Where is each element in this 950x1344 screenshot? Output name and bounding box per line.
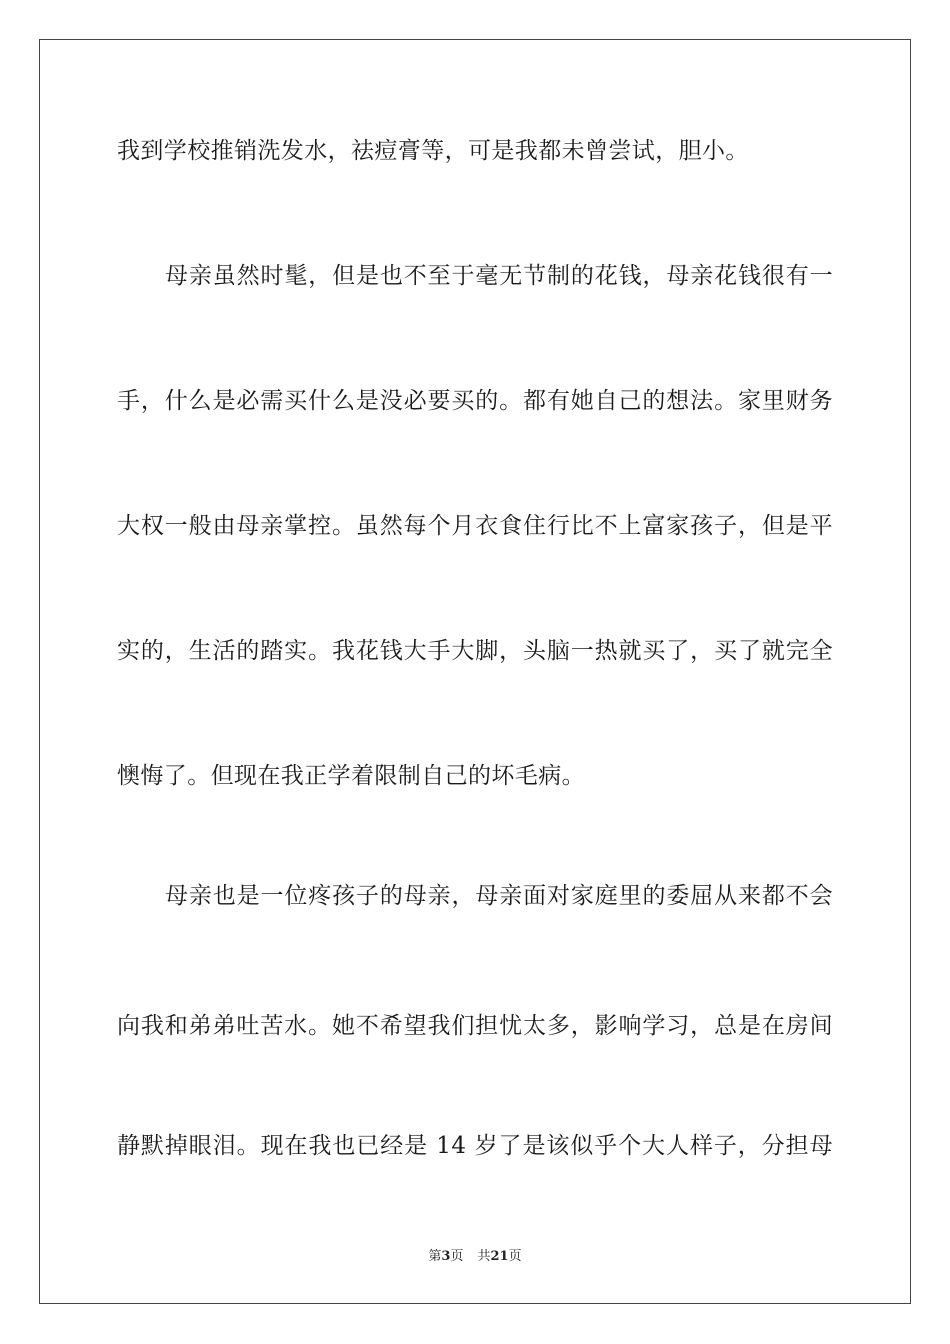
total-prefix: 共 (477, 1249, 491, 1264)
text-line-7: 母亲也是一位疼孩子的母亲，母亲面对家庭里的委屈从来都不会 (165, 883, 833, 909)
page-number: 3 (441, 1249, 451, 1264)
total-pages: 21 (490, 1249, 509, 1264)
page-suffix: 页 (450, 1249, 464, 1264)
text-line-6: 懊悔了。但现在我正学着限制自己的坏毛病。 (117, 763, 585, 789)
text-line-2: 母亲虽然时髦，但是也不至于毫无节制的花钱，母亲花钱很有一 (165, 263, 833, 289)
total-suffix: 页 (508, 1249, 522, 1264)
page-border (39, 39, 911, 1304)
text-line-1: 我到学校推销洗发水，祛痘膏等，可是我都未曾尝试，胆小。 (117, 138, 749, 164)
text-line-8: 向我和弟弟吐苦水。她不希望我们担忧太多，影响学习，总是在房间 (117, 1013, 833, 1039)
text-line-3: 手，什么是必需买什么是没必要买的。都有她自己的想法。家里财务 (117, 388, 833, 414)
text-line-9: 静默掉眼泪。现在我也已经是 14 岁了是该似乎个大人样子，分担母 (117, 1133, 833, 1159)
text-line-4: 大权一般由母亲掌控。虽然每个月衣食住行比不上富家孩子，但是平 (117, 513, 833, 539)
page-prefix: 第 (428, 1249, 442, 1264)
page-footer (0, 1248, 950, 1266)
text-line-5: 实的，生活的踏实。我花钱大手大脚，头脑一热就买了，买了就完全 (117, 638, 833, 664)
